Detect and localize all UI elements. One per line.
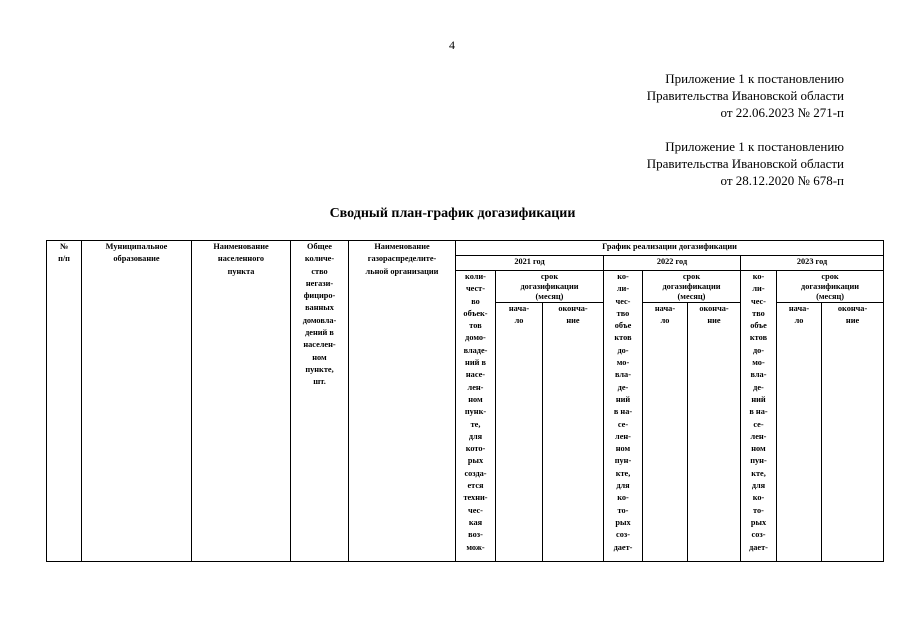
cell-text-line: образование [113,254,160,264]
cell-text-line: оконча- [558,304,588,313]
cell-text-line: ном [468,394,483,404]
header-year: 2023 год [741,256,884,271]
appendix-line: от 22.06.2023 № 271-п [720,105,844,120]
header-year: 2022 год [604,256,741,271]
cell-text-line: вла- [615,370,631,380]
header-start [643,303,688,562]
cell-text-line: ний в [465,358,486,368]
cell-text-line: ется [467,481,484,491]
cell-text-line: воз- [468,530,483,540]
cell-text-line: соз- [616,530,630,540]
cell-text-line: п/п [58,254,70,264]
cell-text-line: чес- [751,296,766,306]
cell-text-line: насе- [465,370,486,380]
cell-text-line: (месяц) [677,292,706,301]
cell-text-line: Муниципальное [105,242,168,251]
header-end [543,303,604,562]
cell-text-line: оконча- [837,304,868,313]
cell-text-line: пун- [614,456,632,466]
header-schedule: График реализации догазификации [456,241,884,256]
header-number [47,241,82,562]
header-end [822,303,884,562]
cell-text-line: то- [753,505,764,515]
cell-text-line: ном [312,352,327,362]
cell-text-line: населенного [217,254,265,264]
cell-text-line: ство [311,266,328,276]
cell-text-line: домовла- [302,315,337,325]
cell-text-line: догазификации [662,282,721,291]
cell-text-line: количе- [304,254,335,264]
cell-text-line: созда- [464,468,487,478]
cell-text-line: лен- [750,431,767,441]
cell-text-line: Общее [307,242,332,251]
appendix-reference-2023 [647,70,844,121]
header-object-count [741,271,777,562]
cell-text-line: негази- [305,278,334,288]
cell-text-line: техни- [463,493,488,503]
cell-text-line: ко- [752,272,765,281]
cell-text-line: Наименование [374,242,430,251]
cell-text-line: (месяц) [535,292,564,301]
appendix-line: Правительства Ивановской области [646,156,844,171]
header-start [496,303,543,562]
cell-text-line: нача- [654,304,676,313]
cell-text-line: дений в [305,328,334,338]
cell-text-line: догазификации [520,282,579,291]
cell-text-line: ло [514,316,524,326]
cell-text-line: ко- [752,493,765,503]
appendix-line: от 28.12.2020 № 678-п [720,173,844,188]
cell-text-line: рых [750,517,767,527]
cell-text-line: Наименование [213,242,269,251]
header-municipality [82,241,192,562]
cell-text-line: ли- [752,284,765,294]
cell-text-line: рых [615,517,631,527]
cell-text-line: нача- [508,304,530,313]
cell-text-line: ли- [616,284,630,294]
cell-text-line: кте, [751,468,766,478]
cell-text-line: ло [794,316,804,326]
cell-text-line: оконча- [699,304,729,313]
cell-text-line: ном [615,444,631,454]
cell-text-line: пункта [227,266,255,276]
cell-text-line: объе [614,321,632,331]
header-term [496,271,604,303]
header-end [688,303,741,562]
cell-text-line: газораспределите- [367,254,437,264]
cell-text-line: то- [617,505,629,515]
appendix-reference-2020 [647,138,844,189]
cell-text-line: чест- [466,284,485,294]
cell-text-line: до- [752,345,765,355]
cell-text-line: дает- [749,542,768,552]
cell-text-line: тво [752,308,765,318]
cell-text-line: (месяц) [816,292,844,301]
header-locality [192,241,291,562]
cell-text-line: объе [750,321,767,331]
cell-text-line: ние [566,316,580,326]
gasification-schedule-table [46,240,884,562]
cell-text-line: населен- [303,340,336,350]
cell-text-line: де- [617,382,629,392]
cell-text-line: фициро- [303,291,336,301]
cell-text-line: ко- [617,272,629,281]
cell-text-line: пункте, [305,364,334,374]
cell-text-line: для [751,481,766,491]
cell-text-line: ном [751,444,766,454]
cell-text-line: срок [821,272,839,281]
cell-text-line: коли- [465,272,486,281]
cell-text-line: соз- [751,530,766,540]
cell-text-line: кая [468,517,483,527]
cell-text-line: се- [753,419,764,429]
cell-text-line: для [616,481,630,491]
header-term [643,271,741,303]
cell-text-line: ний [751,394,766,404]
cell-text-line: тво [616,308,630,318]
header-term [777,271,884,303]
cell-text-line: ктов [749,333,768,343]
cell-text-line: льной организации [365,266,439,276]
cell-text-line: в на- [749,407,768,417]
cell-text-line: ний [615,394,631,404]
header-year: 2021 год [456,256,604,271]
appendix-line: Правительства Ивановской области [646,88,844,103]
cell-text-line: нача- [788,304,810,313]
header-object-count [604,271,643,562]
cell-text-line: те, [470,419,481,429]
cell-text-line: вла- [750,370,767,380]
appendix-line: Приложение 1 к постановлению [665,139,844,154]
cell-text-line: рых [467,456,484,466]
cell-text-line: дает- [613,542,633,552]
cell-text-line: в на- [613,407,633,417]
cell-text-line: де- [753,382,764,392]
appendix-line: Приложение 1 к постановлению [665,71,844,86]
cell-text-line: мо- [752,358,765,368]
document-title: Сводный план-график догазификации [329,206,576,221]
cell-text-line: мож- [466,542,485,552]
cell-text-line: ло [660,316,670,326]
cell-text-line: ктов [614,333,632,343]
cell-text-line: шт. [313,377,326,387]
cell-text-line: кото- [465,444,486,454]
cell-text-line: № [59,242,69,251]
cell-text-line: во [471,296,480,306]
cell-text-line: ние [707,316,721,326]
page-number: 4 [449,38,455,52]
cell-text-line: объек- [463,308,488,318]
cell-text-line: срок [682,272,701,281]
cell-text-line: чес- [468,505,483,515]
cell-text-line: пун- [750,456,767,466]
cell-text-line: ванных [305,303,334,313]
header-total-households [291,241,349,562]
header-start [777,303,822,562]
cell-text-line: до- [617,345,629,355]
header-gas-organization [349,241,456,562]
header-object-count [456,271,496,562]
cell-text-line: лен- [615,431,631,441]
cell-text-line: ко- [617,493,629,503]
cell-text-line: для [468,431,483,441]
cell-text-line: тов [469,321,482,331]
cell-text-line: се- [617,419,629,429]
cell-text-line: домо- [465,333,486,343]
cell-text-line: чес- [615,296,631,306]
cell-text-line: лен- [467,382,484,392]
cell-text-line: догазификации [801,282,860,291]
cell-text-line: срок [540,272,559,281]
cell-text-line: ние [845,316,860,326]
cell-text-line: пунк- [464,407,487,417]
cell-text-line: владе- [463,345,488,355]
cell-text-line: кте, [615,468,631,478]
cell-text-line: мо- [616,358,630,368]
